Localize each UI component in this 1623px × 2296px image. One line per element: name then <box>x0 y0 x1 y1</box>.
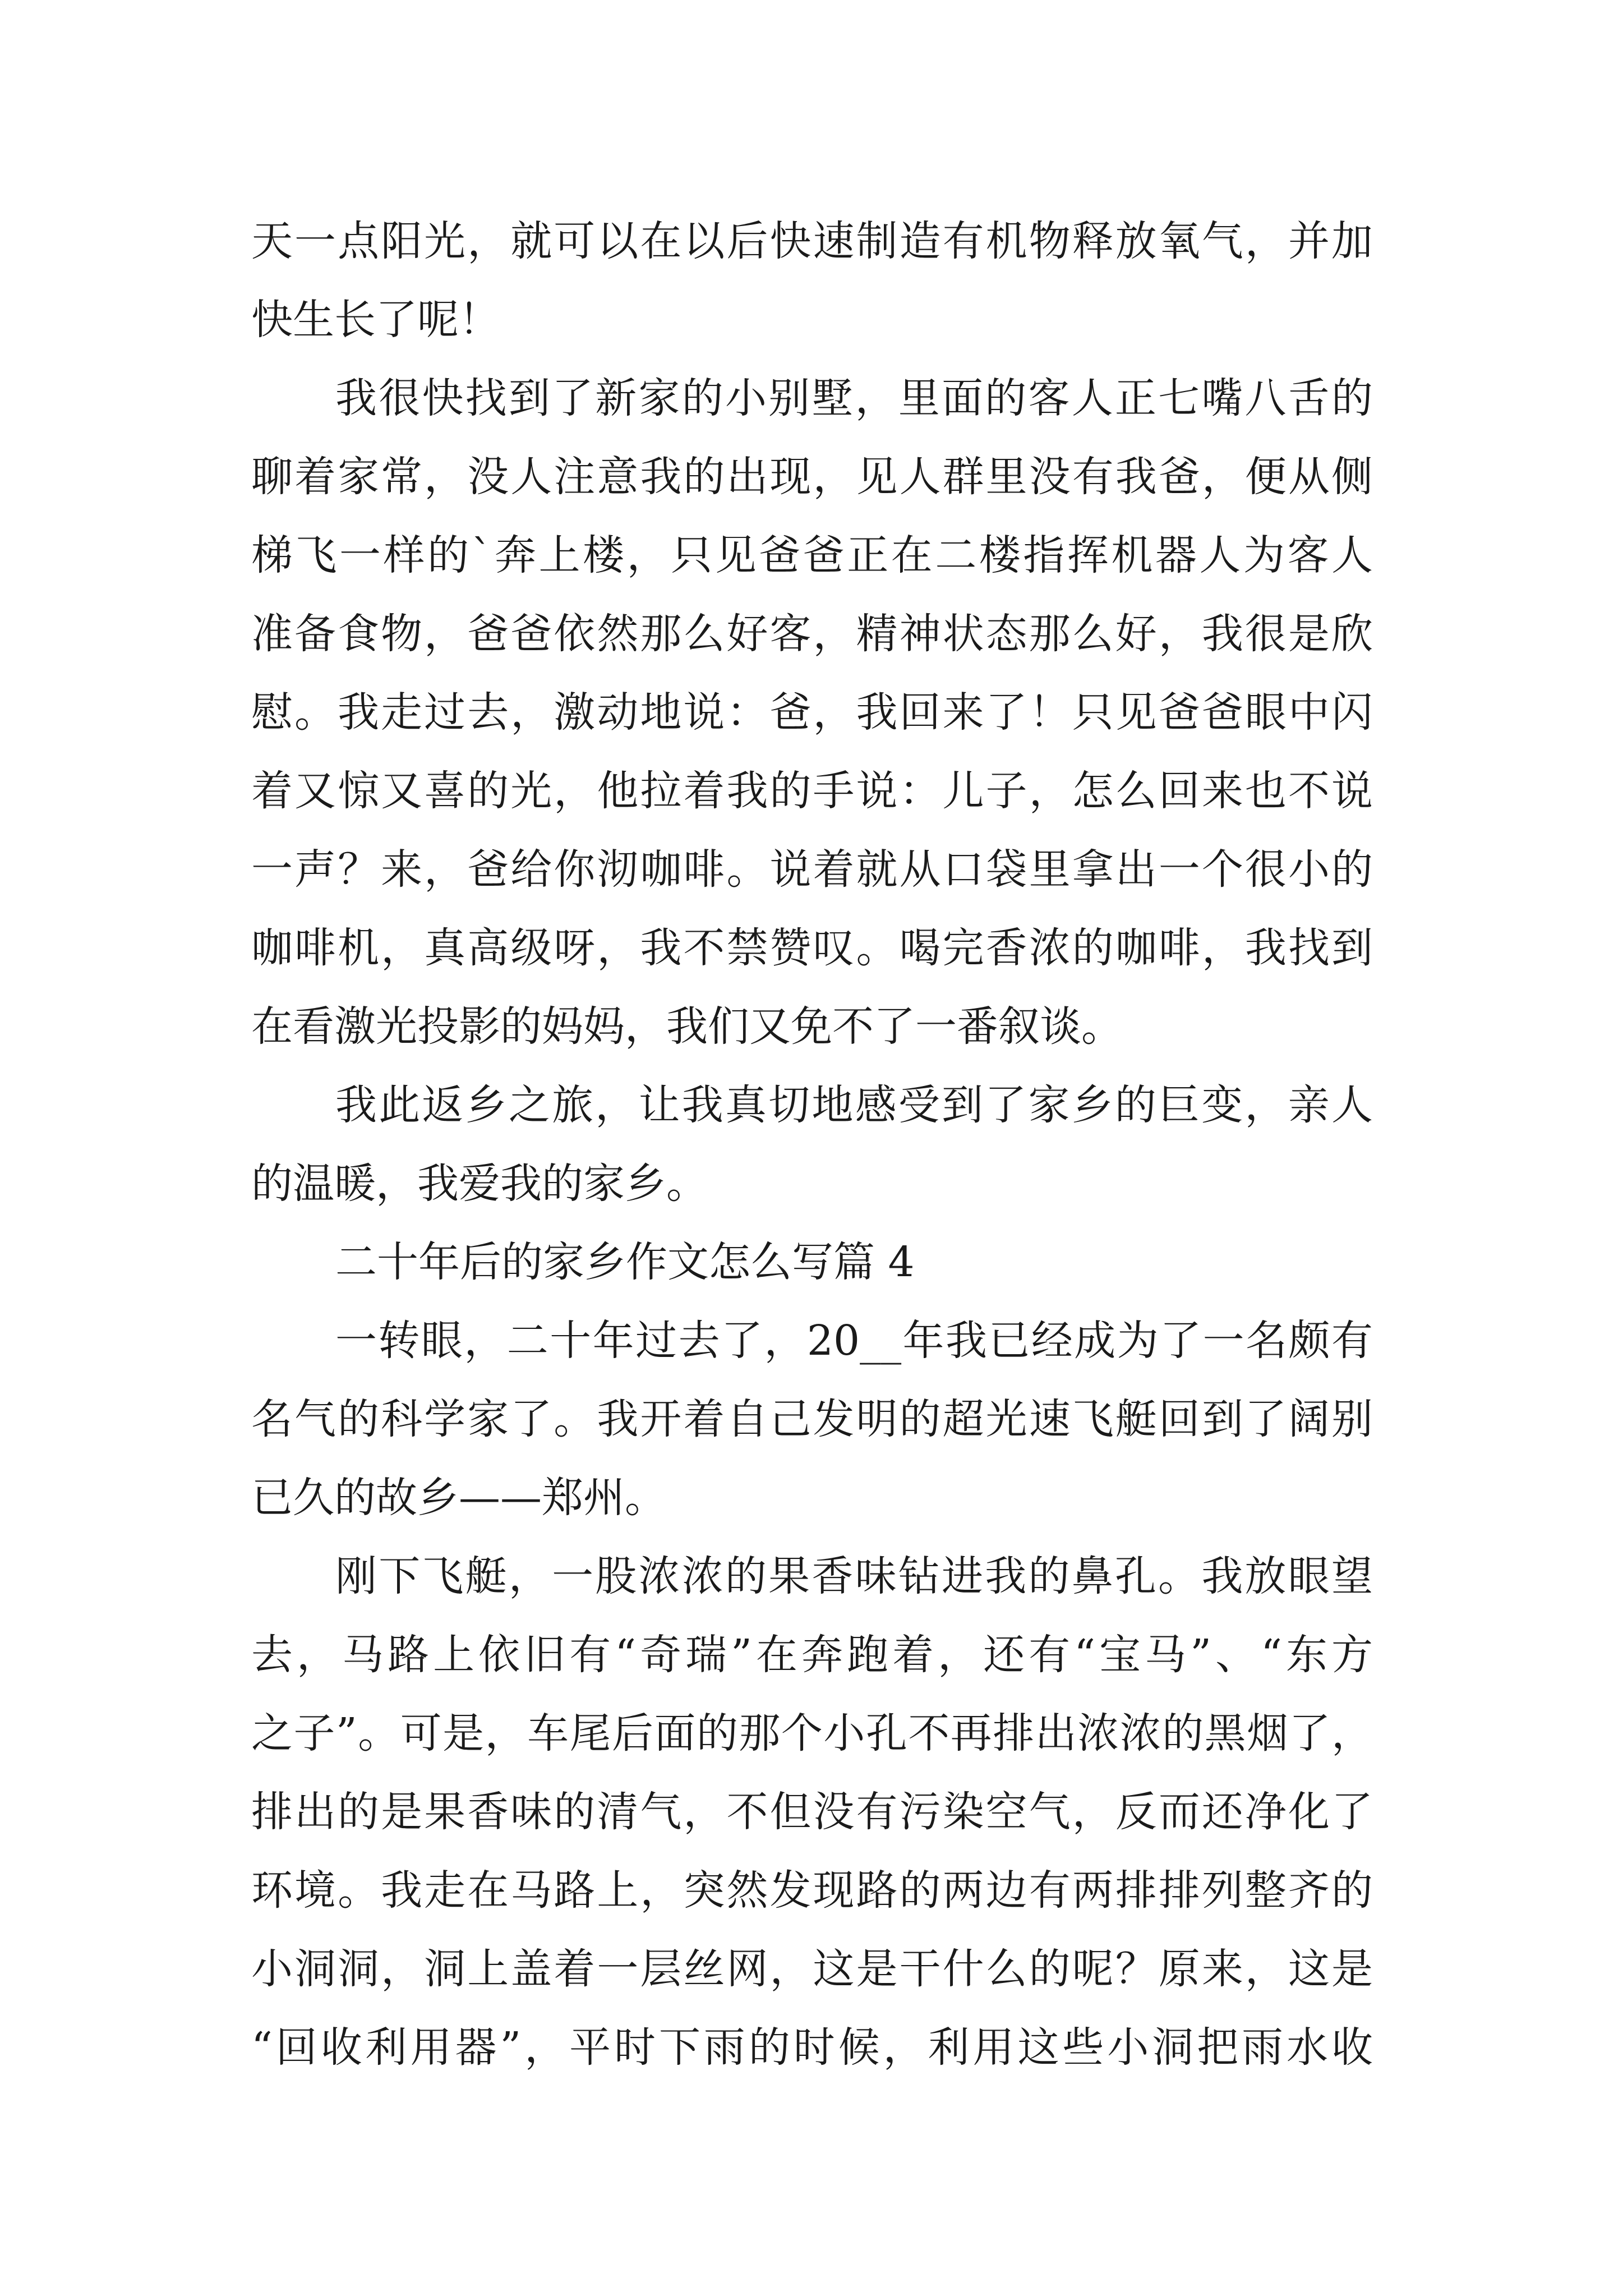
text-line: 咖啡机，真高级呀，我不禁赞叹。喝完香浓的咖啡，我找到 <box>251 924 1373 972</box>
text-line: 刚下飞艇，一股浓浓的果香味钻进我的鼻孔。我放眼望 <box>335 1552 1373 1600</box>
text-line: 着又惊又喜的光，他拉着我的手说：儿子，怎么回来也不说 <box>251 767 1373 815</box>
text-line: 去，马路上依旧有“奇瑞”在奔跑着，还有“宝马”、“东方 <box>251 1631 1373 1679</box>
text-line: 小洞洞，洞上盖着一层丝网，这是干什么的呢？原来，这是 <box>251 1945 1373 1993</box>
text-line: 环境。我走在马路上，突然发现路的两边有两排排列整齐的 <box>251 1866 1373 1915</box>
text-line: 的温暖，我爱我的家乡。 <box>251 1159 708 1208</box>
body-text <box>251 202 1373 2087</box>
text-line: 准备食物，爸爸依然那么好客，精神状态那么好，我很是欣 <box>251 610 1373 658</box>
text-line: 我很快找到了新家的小别墅，里面的客人正七嘴八舌的 <box>335 374 1373 422</box>
text-line: 二十年后的家乡作文怎么写篇 4 <box>335 1238 915 1286</box>
text-line: 之子”。可是，车尾后面的那个小孔不再排出浓浓的黑烟了， <box>251 1709 1373 1757</box>
text-line: 已久的故乡——郑州。 <box>251 1474 666 1522</box>
text-line: 天一点阳光，就可以在以后快速制造有机物释放氧气，并加 <box>251 217 1373 265</box>
text-line: 一转眼，二十年过去了，20__年我已经成为了一名颇有 <box>335 1317 1373 1365</box>
text-line: 慰。我走过去，激动地说：爸，我回来了！只见爸爸眼中闪 <box>251 688 1373 737</box>
text-line: 我此返乡之旅，让我真切地感受到了家乡的巨变，亲人 <box>335 1081 1373 1129</box>
text-line: 名气的科学家了。我开着自己发明的超光速飞艇回到了阔别 <box>251 1395 1373 1443</box>
text-line: 快生长了呢！ <box>251 296 500 344</box>
text-line: “回收利用器”，平时下雨的时候，利用这些小洞把雨水收 <box>251 2023 1373 2072</box>
text-line: 一声？来，爸给你沏咖啡。说着就从口袋里拿出一个很小的 <box>251 845 1373 894</box>
text-line: 梯飞一样的`奔上楼，只见爸爸正在二楼指挥机器人为客人 <box>251 531 1373 579</box>
text-line: 排出的是果香味的清气，不但没有污染空气，反而还净化了 <box>251 1788 1373 1836</box>
text-line: 在看激光投影的妈妈，我们又免不了一番叙谈。 <box>251 1002 1123 1051</box>
text-line: 聊着家常，没人注意我的出现，见人群里没有我爸，便从侧 <box>251 453 1373 501</box>
